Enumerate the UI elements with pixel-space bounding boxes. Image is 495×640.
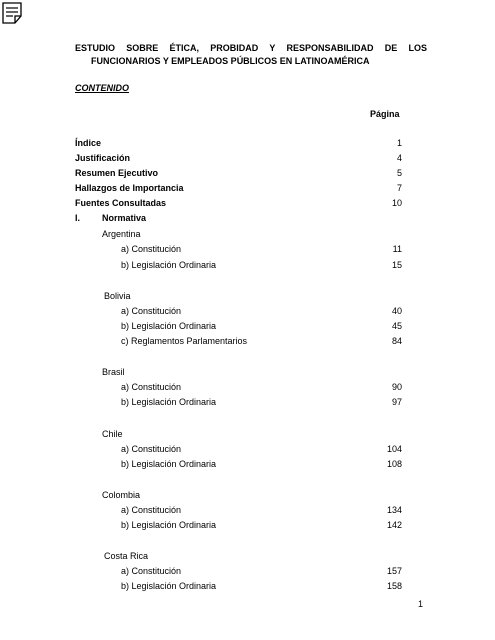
toc-entry-label: Resumen Ejecutivo (75, 168, 159, 178)
toc-entry-label: Fuentes Consultadas (75, 198, 167, 208)
toc-subentry-label: a) Constitución (121, 244, 182, 254)
toc-subentry-label: b) Legislación Ordinaria (121, 321, 217, 331)
page-number: 1 (418, 599, 424, 609)
country-name: Argentina (102, 229, 141, 239)
toc-entry-page: 7 (396, 183, 402, 193)
toc-entry-label: Índice (75, 138, 102, 148)
toc-entry-label: Justificación (75, 153, 131, 163)
toc-subentry-label: a) Constitución (121, 444, 182, 454)
toc-subentry-page: 97 (391, 397, 402, 407)
toc-subentry-label: b) Legislación Ordinaria (121, 397, 217, 407)
toc-entry-page: 1 (396, 138, 402, 148)
country-name: Costa Rica (104, 551, 149, 561)
contenido-heading: CONTENIDO (75, 83, 129, 93)
toc-subentry-page: 134 (386, 505, 402, 515)
toc-subentry-page: 108 (386, 459, 402, 469)
toc-entry-page: 10 (391, 198, 402, 208)
document-title (75, 42, 427, 68)
toc-subentry-page: 84 (391, 336, 402, 346)
toc-subentry-page: 40 (391, 306, 402, 316)
document-icon[interactable] (2, 2, 22, 24)
section-numeral: I. (75, 213, 81, 223)
toc-subentry-label: b) Legislación Ordinaria (121, 520, 217, 530)
toc-subentry-label: b) Legislación Ordinaria (121, 459, 217, 469)
country-name: Bolivia (104, 291, 131, 301)
toc-subentry-page: 157 (386, 566, 402, 576)
toc-entry-label: Hallazgos de Importancia (75, 183, 184, 193)
section-label: Normativa (102, 213, 147, 223)
toc-subentry-page: 11 (392, 244, 402, 254)
toc-subentry-page: 104 (386, 444, 402, 454)
country-name: Brasil (102, 367, 125, 377)
toc-subentry-label: a) Constitución (121, 505, 182, 515)
toc-subentry-page: 90 (391, 382, 402, 392)
toc-subentry-label: a) Constitución (121, 566, 182, 576)
title-line-1: ESTUDIO SOBRE ÉTICA, PROBIDAD Y RESPONSABILIDAD DE LOS (75, 43, 427, 53)
toc-entry-page: 5 (396, 168, 402, 178)
toc-subentry-label: a) Constitución (121, 306, 182, 316)
toc-subentry-label: a) Constitución (121, 382, 182, 392)
toc-subentry-label: b) Legislación Ordinaria (121, 260, 217, 270)
toc-subentry-page: 142 (386, 520, 402, 530)
toc-subentry-page: 15 (391, 260, 402, 270)
country-name: Colombia (102, 490, 141, 500)
toc-subentry-page: 158 (386, 581, 402, 591)
toc-subentry-label: b) Legislación Ordinaria (121, 581, 217, 591)
toc-entry-page: 4 (396, 153, 402, 163)
toc-subentry-page: 45 (391, 321, 402, 331)
pagina-column-header: Página (370, 109, 400, 119)
title-line-2: FUNCIONARIOS Y EMPLEADOS PÚBLICOS EN LATINOAMÉRICA (91, 56, 370, 66)
toc-subentry-label: c) Reglamentos Parlamentarios (121, 336, 248, 346)
country-name: Chile (102, 429, 123, 439)
